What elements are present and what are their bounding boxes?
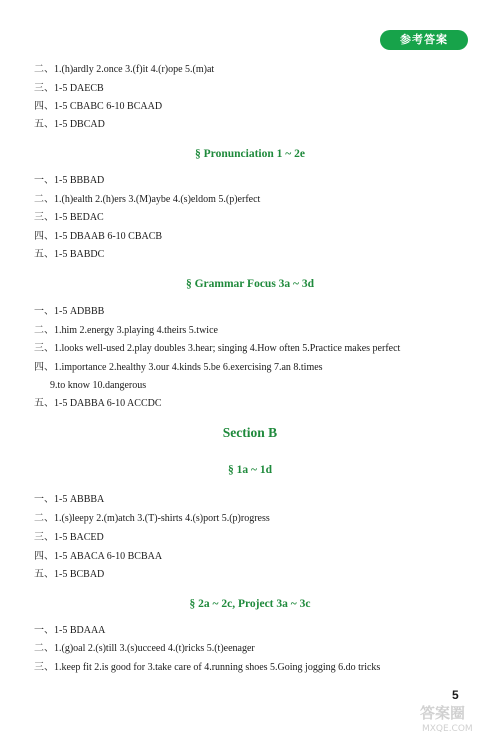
answer-line: 二、1.(s)leepy 2.(m)atch 3.(T)-shirts 4.(s)port 5.(p)rogress: [34, 513, 270, 524]
section-heading-section-b: Section B: [222, 425, 278, 440]
section-heading-grammar-focus: § Grammar Focus 3a ~ 3d: [185, 278, 315, 290]
answer-line: 四、1-5 DBAAB 6-10 CBACB: [34, 231, 163, 242]
section-heading-2a-project: § 2a ~ 2c, Project 3a ~ 3c: [189, 598, 311, 610]
answer-line: 二、1.(h)ealth 2.(h)ers 3.(M)aybe 4.(s)eldom 5.(p)erfect: [34, 194, 261, 205]
answer-line: 一、1-5 ABBBA: [34, 494, 105, 505]
answer-line: 二、1.(g)oal 2.(s)till 3.(s)ucceed 4.(t)ricks 5.(t)eenager: [34, 643, 255, 654]
answer-line: 9.to know 10.dangerous: [50, 380, 147, 391]
answer-key-badge: 参考答案: [380, 30, 468, 50]
watermark-logo: [418, 700, 496, 734]
answer-line: 一、1-5 BDAAA: [34, 625, 106, 636]
answer-line: 四、1.importance 2.healthy 3.our 4.kinds 5.be 6.exercising 7.an 8.times: [34, 362, 323, 373]
answer-line: 二、1.(h)ardly 2.once 3.(f)it 4.(r)ope 5.(m)at: [34, 64, 215, 75]
answer-line: 五、1-5 BABDC: [34, 249, 105, 260]
answer-line: 三、1.looks well-used 2.play doubles 3.hear; singing 4.How often 5.Practice makes perfect: [34, 343, 401, 354]
answer-line: 一、1-5 BBBAD: [34, 175, 105, 186]
watermark-text: 答案圈: [420, 704, 466, 722]
page-number: 5: [452, 688, 459, 702]
answer-line: 五、1-5 DBCAD: [34, 119, 105, 130]
answer-line: 三、1-5 BEDAC: [34, 212, 104, 223]
answer-line: 五、1-5 BCBAD: [34, 569, 105, 580]
answer-line: 四、1-5 CBABC 6-10 BCAAD: [34, 101, 163, 112]
answer-line: 三、1.keep fit 2.is good for 3.take care of 4.running shoes 5.Going jogging 6.do tricks: [34, 662, 381, 673]
section-heading-pronunciation: § Pronunciation 1 ~ 2e: [195, 148, 305, 160]
answer-line: 二、1.him 2.energy 3.playing 4.theirs 5.twice: [34, 325, 218, 336]
section-heading-1a-1d: § 1a ~ 1d: [227, 464, 272, 476]
answer-line: 三、1-5 BACED: [34, 532, 104, 543]
answer-line: 五、1-5 DABBA 6-10 ACCDC: [34, 398, 162, 409]
watermark-subtext: MXQE.COM: [422, 724, 473, 734]
answer-line: 一、1-5 ADBBB: [34, 306, 105, 317]
answer-line: 四、1-5 ABACA 6-10 BCBAA: [34, 551, 163, 562]
answer-line: 三、1-5 DAECB: [34, 83, 104, 94]
